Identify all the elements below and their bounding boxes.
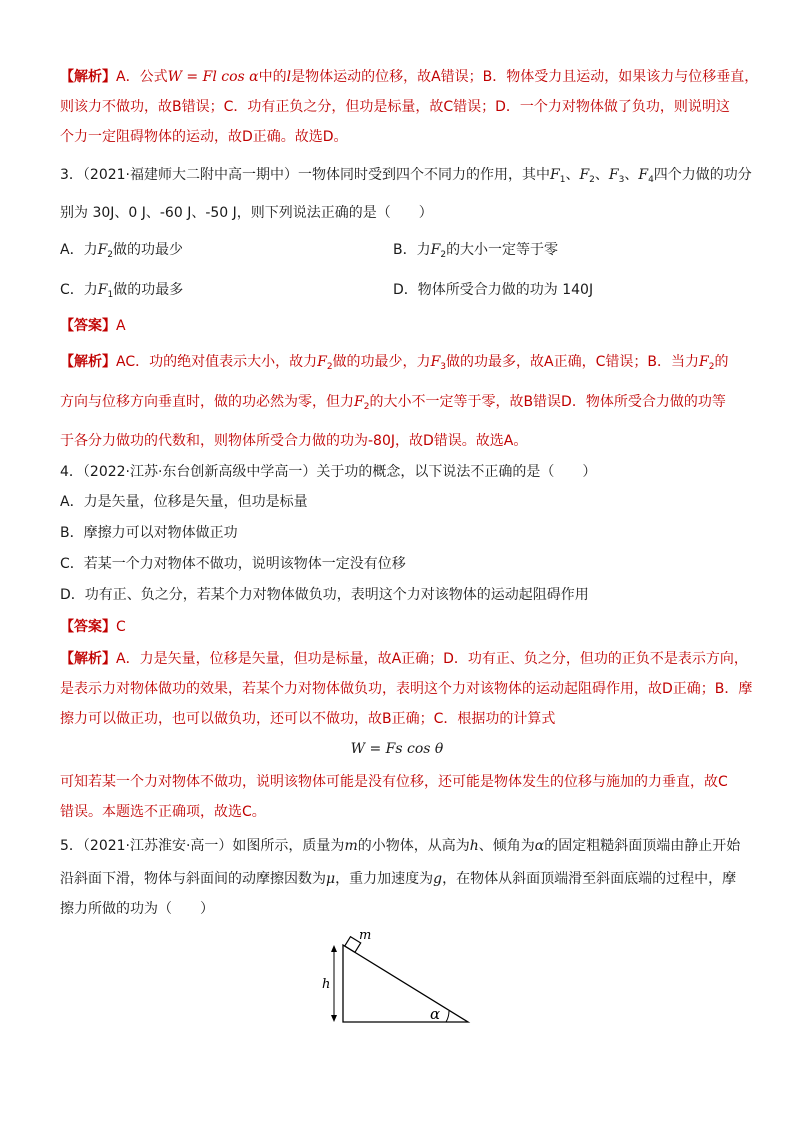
q3-options-row-1 [60, 240, 559, 265]
q4-option-d: D．功有正、负之分，若某个力对物体做负功，表明这个力对该物体的运动起阻碍作用 [60, 587, 589, 603]
q5-stem-line-2: 沿斜面下滑，物体与斜面间的动摩擦因数为μ，重力加速度为g，在物体从斜面顶端滑至斜面底端的过程中，摩 [60, 871, 737, 887]
q3-analysis-line-3: 于各分力做功的代数和，则物体所受合力做的功为-80J，故D错误。故选A。 [60, 433, 528, 449]
q4-analysis-line-3: 擦力可以做正功，也可以做负功，还可以不做功，故B正确；C．根据功的计算式 [60, 711, 556, 727]
q3-stem-line-1: 3．（2021·福建师大二附中高一期中）一物体同时受到四个不同力的作用，其中$F_1$、$F_2$、$F_3$、$F_4$四个力做的功分 [60, 167, 752, 185]
label-m: m [359, 928, 372, 943]
label-alpha: α [430, 1005, 441, 1023]
q4-analysis-line-1: 【解析】A．力是矢量，位移是矢量，但功是标量，故A正确；D．功有正、负之分，但功的正负不是表示方向， [60, 651, 748, 667]
q4-analysis-line-4: 可知若某一个力对物体不做功，说明该物体可能是没有位移，还可能是物体发生的位移与施加的力垂直，故C [60, 774, 728, 790]
q3-option-d: D．物体所受合力做的功为 140J [393, 282, 594, 298]
q5-stem-line-1: 5．（2021·江苏淮安·高一）如图所示，质量为m的小物体，从高为h、倾角为α的固定粗糙斜面顶端由静止开始 [60, 838, 741, 854]
angle-arc [446, 1011, 449, 1022]
incline-diagram [318, 925, 478, 1030]
height-arrow-bottom [331, 1015, 337, 1022]
q3-answer: 【答案】A [60, 318, 126, 334]
q2-analysis-line-1: 【解析】A．公式W = Fl cos α中的l是物体运动的位移，故A错误；B．物体受力且运动，如果该力与位移垂直， [60, 69, 759, 85]
height-arrow-top [331, 945, 337, 952]
q3-options-row-2 [60, 280, 594, 305]
q2-analysis-line-2: 则该力不做功，故B错误；C．功有正负之分，但功是标量，故C错误；D．一个力对物体做了负功，则说明这 [60, 99, 730, 115]
label-h: h [322, 977, 331, 992]
q4-stem: 4．（2022·江苏·东台创新高级中学高一）关于功的概念，以下说法不正确的是（ ） [60, 464, 597, 480]
q5-stem-line-3: 擦力所做的功为（ ） [60, 901, 214, 917]
q2-analysis-tag: 【解析】 [60, 69, 116, 85]
q4-option-c: C．若某一个力对物体不做功，说明该物体一定没有位移 [60, 556, 406, 572]
q4-answer: 【答案】C [60, 619, 126, 635]
q3-stem-line-2: 别为 30J、0 J、-60 J、-50 J，则下列说法正确的是（ ） [60, 205, 433, 221]
q3-option-b: B．力$F_2$的大小一定等于零 [393, 242, 559, 260]
incline-triangle [343, 945, 468, 1022]
q4-analysis-line-5: 错误。本题选不正确项，故选C。 [60, 804, 266, 820]
q3-option-a: A．力$F_2$做的功最少 [60, 242, 184, 260]
q4-option-b: B．摩擦力可以对物体做正功 [60, 525, 238, 541]
q4-analysis-line-2: 是表示力对物体做功的效果，若某个力对物体做负功，表明这个力对该物体的运动起阻碍作用，故D正确；B．摩 [60, 681, 753, 697]
q3-analysis-line-2: 方向与位移方向垂直时，做的功必然为零，但力$F_2$的大小不一定等于零，故B错误D．物体所受合力做的功等 [60, 394, 726, 412]
work-formula: W = Fl cos α [167, 69, 259, 85]
q4-option-a: A．力是矢量，位移是矢量，但功是标量 [60, 494, 308, 510]
q4-work-formula: W = Fs cos θ [350, 741, 444, 757]
q3-option-c: C．力$F_1$做的功最多 [60, 282, 184, 300]
q3-analysis-line-1: 【解析】AC．功的绝对值表示大小，故力$F_2$做的功最少，力$F_3$做的功最多，故A正确，C错误；B．当力$F_2$的 [60, 354, 729, 372]
q2-analysis-line-3: 个力一定阻碍物体的运动，故D正确。故选D。 [60, 129, 348, 145]
